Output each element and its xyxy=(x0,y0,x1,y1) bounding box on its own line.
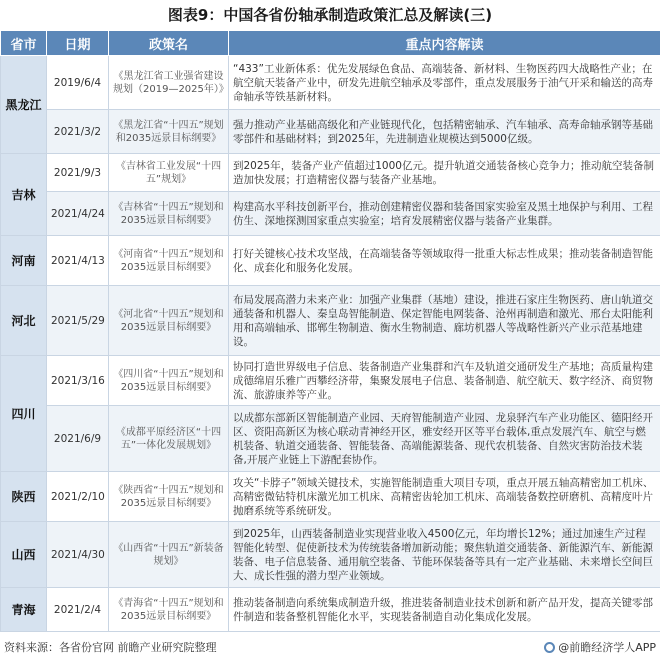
policy-name-cell: 《黑龙江省“十四五”规划和2035远景目标纲要》 xyxy=(109,110,229,154)
interpretation-cell: 强力推动产业基础高级化和产业链现代化，包括精密轴承、汽车轴承、高寿命轴承钢等基础零部件和基础材料；到2025年，先进制造业规模达到5000亿级。 xyxy=(229,110,660,154)
header-policy: 政策名 xyxy=(109,31,229,56)
date-cell: 2021/3/2 xyxy=(47,110,109,154)
table-row xyxy=(1,192,660,236)
policy-name-cell: 《四川省“十四五”规划和2035远景目标纲要》 xyxy=(109,356,229,406)
province-cell: 陕西 xyxy=(1,472,47,522)
province-cell: 河北 xyxy=(1,286,47,356)
qianzhan-logo-icon xyxy=(544,642,555,653)
table-row xyxy=(1,286,660,356)
policy-name-cell: 《河北省“十四五”规划和2035远景目标纲要》 xyxy=(109,286,229,356)
footer xyxy=(0,632,660,662)
date-cell: 2021/3/16 xyxy=(47,356,109,406)
table-row xyxy=(1,472,660,522)
table-row xyxy=(1,522,660,588)
interpretation-cell: “433”工业新体系：优先发展绿色食品、高端装备、新材料、生物医药四大战略性产业；在航空航天装备产业中，研发先进航空轴承及零部件，重点发展服务于油气开采和输送的高寿命轴承等铁基新材料。 xyxy=(229,56,660,110)
policy-name-cell: 《河南省“十四五”规划和2035远景目标纲要》 xyxy=(109,236,229,286)
policy-name-cell: 《吉林省工业发展“十四五”规划》 xyxy=(109,154,229,192)
interpretation-cell: 推动装备制造向系统集成制造升级，推进装备制造业技术创新和新产品开发，提高关键零部件制造和装备整机智能化水平，实现装备制造自动化集成化发展。 xyxy=(229,588,660,632)
interpretation-cell: 协同打造世界级电子信息、装备制造产业集群和汽车及轨道交通研发生产基地；高质量构建成德绵眉乐雅广西攀经济带，集聚发展电子信息、装备制造、航空航天、数字经济、商贸物流、旅游康养等产业。 xyxy=(229,356,660,406)
interpretation-cell: 攻关“卡脖子”领域关键技术，实施智能制造重大项目专项，重点开展五轴高精密加工机床、高精密微钻特机床激光加工机床、高精密齿轮加工机床、高端装备数控研磨机、高精度叶片抛磨系统等系统研发。 xyxy=(229,472,660,522)
interpretation-cell: 以成都东部新区智能制造产业园、天府智能制造产业园、龙泉驿汽车产业功能区、德阳经开区、资阳高新区为核心联动青神经开区，雅安经开区等平台载体,重点发展汽车、航空与燃机装备、轨道交通装备、智能装备、高端能源装备、现代农机装备、自然灾害防治技术装备,开展产业链上下游配套协作。 xyxy=(229,406,660,472)
table-row xyxy=(1,236,660,286)
policy-name-cell: 《成都平原经济区“十四五”一体化发展规划》 xyxy=(109,406,229,472)
policy-name-cell: 《陕西省“十四五”规划和2035远景目标纲要》 xyxy=(109,472,229,522)
date-cell: 2019/6/4 xyxy=(47,56,109,110)
header-province: 省市 xyxy=(1,31,47,56)
date-cell: 2021/2/10 xyxy=(47,472,109,522)
table-row xyxy=(1,406,660,472)
date-cell: 2021/4/24 xyxy=(47,192,109,236)
policy-name-cell: 《青海省“十四五”规划和2035远景目标纲要》 xyxy=(109,588,229,632)
header-date: 日期 xyxy=(47,31,109,56)
brand xyxy=(544,639,656,655)
table-row xyxy=(1,154,660,192)
province-cell: 山西 xyxy=(1,522,47,588)
table-row xyxy=(1,56,660,110)
date-cell: 2021/4/30 xyxy=(47,522,109,588)
policy-table xyxy=(0,30,660,632)
table-row xyxy=(1,356,660,406)
province-cell: 青海 xyxy=(1,588,47,632)
interpretation-cell: 到2025年，山西装备制造业实现营业收入4500亿元，年均增长12%；通过加速生产过程智能化转型、促使新技术为传统装备增加新动能；聚焦轨道交通装备、新能源汽车、新能源装备、电子信息装备、通用航空装备、节能环保装备等具有一定产业基础、未来增长空间巨大、成长性强的潜力型产业领域。 xyxy=(229,522,660,588)
province-cell: 黑龙江 xyxy=(1,56,47,154)
province-cell: 河南 xyxy=(1,236,47,286)
interpretation-cell: 到2025年，装备产业产值超过1000亿元。提升轨道交通装备核心竞争力；推动航空装备制造加快发展；打造精密仪器与装备产业基地。 xyxy=(229,154,660,192)
table-row xyxy=(1,110,660,154)
brand-label: @前瞻经济学人APP xyxy=(558,641,656,654)
source-note: 资料来源：各省份官网 前瞻产业研究院整理 xyxy=(4,641,217,654)
date-cell: 2021/9/3 xyxy=(47,154,109,192)
date-cell: 2021/4/13 xyxy=(47,236,109,286)
table-header-row xyxy=(1,31,660,56)
date-cell: 2021/6/9 xyxy=(47,406,109,472)
policy-name-cell: 《山西省“十四五”新装备规划》 xyxy=(109,522,229,588)
province-cell: 吉林 xyxy=(1,154,47,236)
table-row xyxy=(1,588,660,632)
interpretation-cell: 布局发展高潜力未来产业：加强产业集群（基地）建设，推进石家庄生物医药、唐山轨道交通装备和机器人、秦皇岛智能制造、保定智能电网装备、沧州再制造和激光、邢台太阳能利用和高端轴承、邯郸生物制造、衡水生物制造、廊坊机器人等战略性新兴产业示范基地建设。 xyxy=(229,286,660,356)
date-cell: 2021/5/29 xyxy=(47,286,109,356)
policy-name-cell: 《黑龙江省工业强省建设规划（2019—2025年）》 xyxy=(109,56,229,110)
interpretation-cell: 构建高水平科技创新平台，推动创建精密仪器和装备国家实验室及黑土地保护与利用、工程仿生、深地探测国家重点实验室；培育发展精密仪器与装备产业集群。 xyxy=(229,192,660,236)
interpretation-cell: 打好关键核心技术攻坚战，在高端装备等领域取得一批重大标志性成果；推动装备制造智能化、成套化和服务化发展。 xyxy=(229,236,660,286)
header-interpretation: 重点内容解读 xyxy=(229,31,660,56)
date-cell: 2021/2/4 xyxy=(47,588,109,632)
province-cell: 四川 xyxy=(1,356,47,472)
chart-title: 图表9：中国各省份轴承制造政策汇总及解读(三) xyxy=(167,6,493,24)
policy-name-cell: 《吉林省“十四五”规划和2035远景目标纲要》 xyxy=(109,192,229,236)
